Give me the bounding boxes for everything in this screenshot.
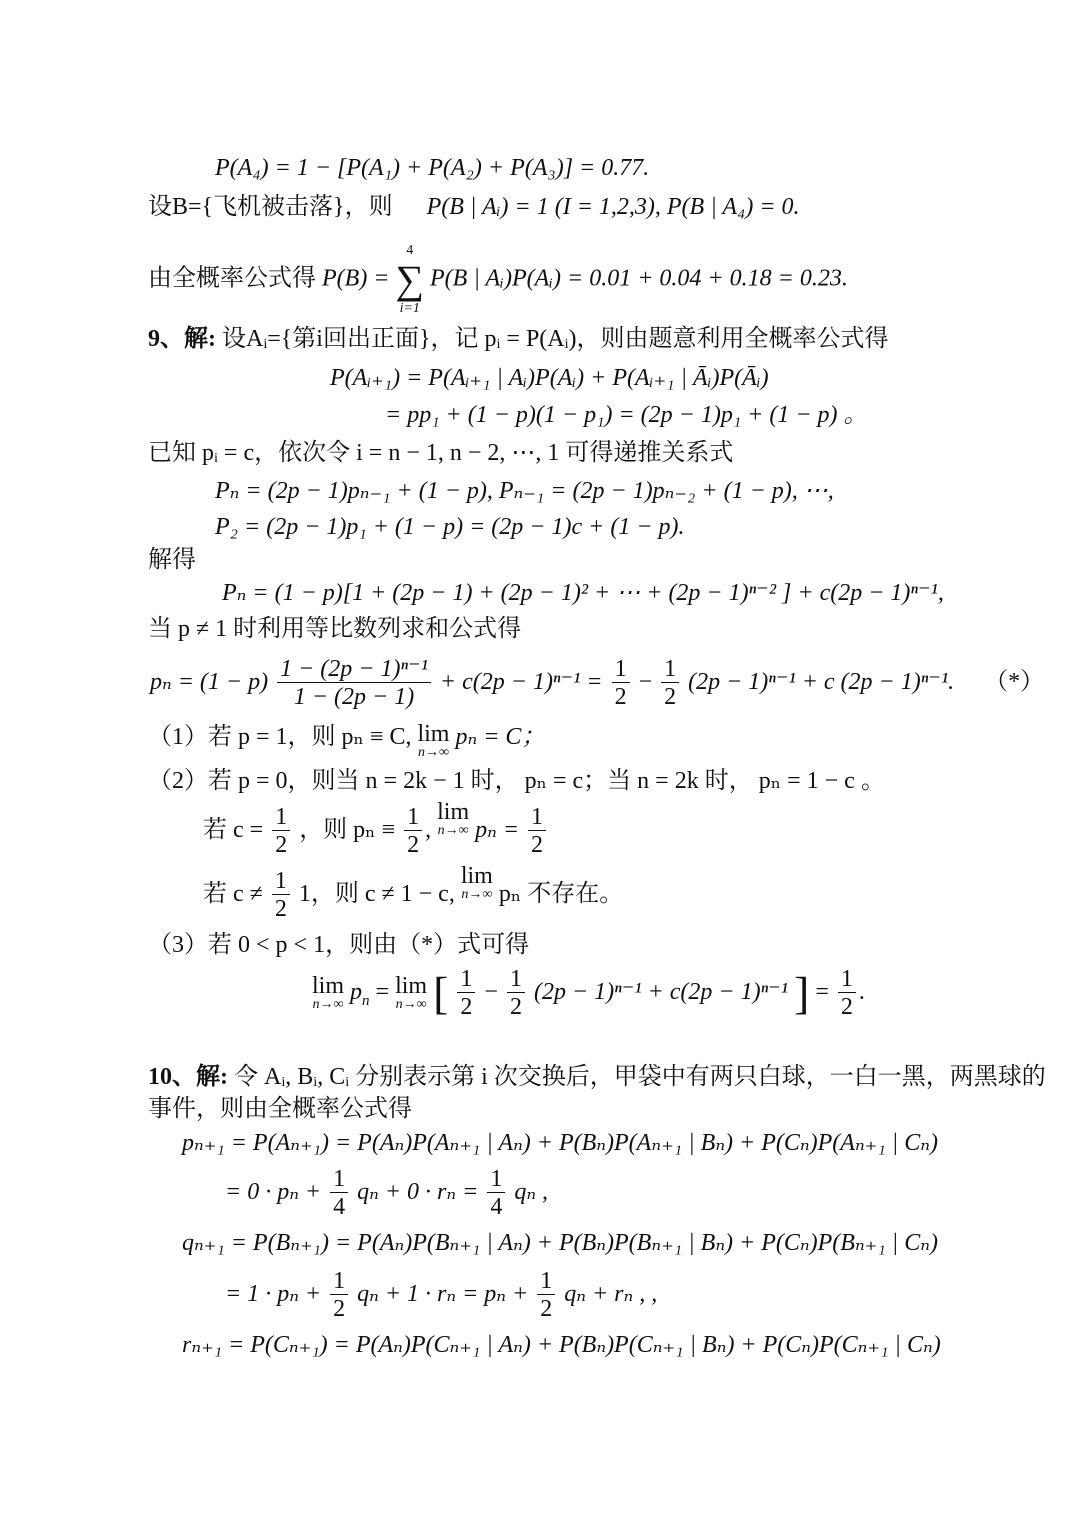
pn1-value-a: = 0 · pₙ + xyxy=(225,1179,322,1205)
case-2-other-a: 若 c ≠ xyxy=(203,881,263,907)
line-event-b xyxy=(148,192,800,222)
lim-word: lim xyxy=(460,863,493,889)
limit-5 xyxy=(395,974,427,1012)
eq-p-a4: P(A₄) = 1 − [P(A₁) + P(A₂) + P(A₃)] = 0.77. xyxy=(215,155,650,181)
eq-pn1: pₙ₊₁ = P(Aₙ₊₁) = P(Aₙ)P(Aₙ₊₁ | Aₙ) + P(Bₙ)P(Aₙ₊₁ | Bₙ) + P(Cₙ)P(Aₙ₊₁ | Cₙ) xyxy=(182,1130,938,1156)
fraction-quarter-b xyxy=(487,1166,505,1221)
quarter-den: 4 xyxy=(490,1193,503,1220)
half-den: 2 xyxy=(275,831,288,858)
problem-9-label: 9、解: xyxy=(148,326,216,352)
fraction-half-c xyxy=(272,804,290,859)
qn1-value-a: = 1 · pₙ + xyxy=(225,1281,322,1307)
case-2-other xyxy=(203,864,623,924)
case-1 xyxy=(148,722,545,760)
fraction-half-a xyxy=(612,656,630,711)
line-solve: 解得 xyxy=(148,547,196,573)
fraction-half-g xyxy=(457,966,475,1021)
limit-2 xyxy=(437,800,469,838)
case-2-other-b: 1，则 c ≠ 1 − c, xyxy=(298,881,455,907)
fraction-half-b xyxy=(661,656,679,711)
qn1-value-c: qₙ + rₙ , , xyxy=(564,1281,658,1307)
half-num: 1 xyxy=(537,1268,555,1295)
case-1-b: pₙ = C； xyxy=(455,724,546,750)
case-2-half-b: ，则 pₙ ≡ xyxy=(299,817,396,843)
fraction-half-i xyxy=(838,966,856,1021)
eq-limit-final: lim n→∞ $p_n = \lim$ n→∞ [ $\frac{1}{2}$ − $\frac{1}{2}$ (2p − 1)ⁿ⁻¹ + c(2p − 1)ⁿ⁻¹ ] = $\frac{1}{2}$ . xyxy=(312,965,865,1020)
fraction-half-k xyxy=(537,1268,555,1323)
quarter-num: 1 xyxy=(330,1166,348,1193)
lim-sub: n→∞ xyxy=(395,997,427,1013)
fraction-half-d xyxy=(404,804,422,859)
lim-sub: n→∞ xyxy=(461,887,493,902)
case-1-a: （1）若 p = 1，则 pₙ ≡ C, xyxy=(148,724,412,750)
half-den: 2 xyxy=(540,1295,553,1322)
problem-10-label: 10、解: xyxy=(148,1064,228,1090)
sum-bottom: i=1 xyxy=(399,301,420,316)
eq-p2: P₂ = (2p − 1)p₁ + (1 − p) = (2p − 1)c + (1 − p). xyxy=(215,514,685,540)
eq-pn-sum: Pₙ = (1 − p)[1 + (2p − 1) + (2p − 1)² + ⋯ + (2p − 1)ⁿ⁻² ] + c(2p − 1)ⁿ⁻¹, xyxy=(222,580,944,606)
star-marker: （*） xyxy=(984,669,1045,695)
eq-qn1-value xyxy=(225,1264,657,1324)
pn-closed-c: (2p − 1)ⁿ⁻¹ + c (2p − 1)ⁿ⁻¹. xyxy=(688,669,955,695)
limit-final-c: (2p − 1)ⁿ⁻¹ + c(2p − 1)ⁿ⁻¹ xyxy=(533,979,789,1005)
eq-pn1-value xyxy=(225,1162,548,1222)
line-total-prob xyxy=(148,242,848,318)
eq-recursion-2: = pp₁ + (1 − p)(1 − p₁) = (2p − 1)p₁ + (1 − p) 。 xyxy=(385,402,868,428)
eq-pn-closed: pₙ = (1 − p) $\frac{\text{1 − (2p − 1)ⁿ⁻¹}}{1 - (2p - 1)}$ + c(2p − 1)ⁿ⁻¹ = $\frac{1}{2}$ − $\frac{1}{2}$ (2p − 1)ⁿ⁻¹ + c (2p − 1)ⁿ⁻¹. （*） xyxy=(150,655,1045,710)
case-2: （2）若 p = 0，则当 n = 2k − 1 时， pₙ = c；当 n = 2k 时， pₙ = 1 − c 。 xyxy=(148,768,885,794)
half-num: 1 xyxy=(528,804,546,831)
half-den: 2 xyxy=(407,831,420,858)
fraction-half-f xyxy=(272,868,290,923)
half-num: 1 xyxy=(272,868,290,895)
total-prob-rhs: P(B | Aᵢ)P(Aᵢ) = 0.01 + 0.04 + 0.18 = 0.23. xyxy=(430,265,848,292)
case-2-half-a: 若 c = xyxy=(203,817,264,843)
fraction-num: 1 − (2p − 1)ⁿ⁻¹ xyxy=(277,656,431,683)
event-b-text: 设B={飞机被击落}，则 xyxy=(148,194,393,220)
half-num: 1 xyxy=(507,966,525,993)
quarter-den: 4 xyxy=(333,1193,346,1220)
problem-10-heading xyxy=(148,1062,1046,1092)
lim-word: lim xyxy=(417,721,450,747)
fraction-half-j xyxy=(330,1268,348,1323)
half-num: 1 xyxy=(330,1268,348,1295)
lim-sub: n→∞ xyxy=(312,997,344,1013)
case-2-half: 若 c = $\frac{1}{2}$ ，则 pₙ ≡ $\frac{1}{2}$ , lim n→∞ pₙ = $\frac{1}{2}$ xyxy=(203,800,549,860)
fraction-quarter-a xyxy=(330,1166,348,1221)
half-num: 1 xyxy=(272,804,290,831)
case-2-half-c: pₙ = xyxy=(475,817,520,843)
problem-9-text: 设Aᵢ={第i回出正面}，记 pᵢ = P(Aᵢ)，则由题意利用全概率公式得 xyxy=(222,326,889,352)
bracket-right-icon: ] xyxy=(794,967,810,1019)
half-den: 2 xyxy=(531,831,544,858)
pn1-value-b: qₙ + 0 · rₙ = xyxy=(357,1179,479,1205)
case-3: （3）若 0 < p < 1，则由（*）式可得 xyxy=(148,932,530,958)
sum-symbol xyxy=(396,242,425,318)
case-2-other-c: pₙ 不存在。 xyxy=(498,881,624,907)
problem-9-heading xyxy=(148,324,889,354)
fraction-half-h xyxy=(507,966,525,1021)
half-num: 1 xyxy=(612,656,630,683)
fraction-geometric xyxy=(277,656,431,711)
problem-10-text: 令 Aᵢ, Bᵢ, Cᵢ 分别表示第 i 次交换后，甲袋中有两只白球，一白一黑，两黑球的 xyxy=(234,1064,1046,1090)
half-den: 2 xyxy=(614,683,627,710)
lim-sub: n→∞ xyxy=(417,745,449,760)
fraction-den: 1 − (2p − 1) xyxy=(293,683,415,710)
half-den: 2 xyxy=(274,895,287,922)
sigma-icon: ∑ xyxy=(395,257,425,302)
pn-closed-b: + c(2p − 1)ⁿ⁻¹ = xyxy=(439,669,603,695)
line-geometric: 当 p ≠ 1 时利用等比数列求和公式得 xyxy=(148,616,522,642)
half-num: 1 xyxy=(838,966,856,993)
half-den: 2 xyxy=(840,993,853,1020)
lim-sub: n→∞ xyxy=(437,823,469,838)
event-b-math: P(B | Aᵢ) = 1 (I = 1,2,3), P(B | A₄) = 0. xyxy=(426,194,800,220)
total-prob-lhs: P(B) = xyxy=(322,265,390,292)
half-den: 2 xyxy=(509,993,522,1020)
fraction-half-e xyxy=(528,804,546,859)
eq-qn1: qₙ₊₁ = P(Bₙ₊₁) = P(Aₙ)P(Bₙ₊₁ | Aₙ) + P(Bₙ)P(Bₙ₊₁ | Bₙ) + P(Cₙ)P(Bₙ₊₁ | Cₙ) xyxy=(182,1230,938,1256)
half-den: 2 xyxy=(460,993,473,1020)
half-num: 1 xyxy=(457,966,475,993)
quarter-num: 1 xyxy=(487,1166,505,1193)
half-num: 1 xyxy=(404,804,422,831)
lim-word: lim xyxy=(437,799,470,825)
line-known-pi: 已知 pᵢ = c，依次令 i = n − 1, n − 2, ⋯, 1 可得递推关系式 xyxy=(148,440,734,466)
limit-3 xyxy=(461,864,493,902)
eq-pn-pn1: Pₙ = (2p − 1)pₙ₋₁ + (1 − p), Pₙ₋₁ = (2p − 1)pₙ₋₂ + (1 − p), ⋯, xyxy=(215,478,834,504)
lim-word: lim xyxy=(395,973,428,1000)
eq-rn1: rₙ₊₁ = P(Cₙ₊₁) = P(Aₙ)P(Cₙ₊₁ | Aₙ) + P(Bₙ)P(Cₙ₊₁ | Bₙ) + P(Cₙ)P(Cₙ₊₁ | Cₙ) xyxy=(182,1332,941,1358)
half-num: 1 xyxy=(661,656,679,683)
pn-closed-a: pₙ = (1 − p) xyxy=(150,669,269,695)
lim-word: lim xyxy=(312,973,345,1000)
bracket-left-icon: [ xyxy=(433,967,449,1019)
total-prob-text: 由全概率公式得 xyxy=(148,265,316,292)
limit-4 xyxy=(312,974,344,1012)
line-event: 事件，则由全概率公式得 xyxy=(148,1096,412,1122)
limit-1 xyxy=(417,722,449,760)
half-den: 2 xyxy=(333,1295,346,1322)
sum-top: 4 xyxy=(406,243,414,258)
qn1-value-b: qₙ + 1 · rₙ = pₙ + xyxy=(357,1281,529,1307)
pn1-value-c: qₙ , xyxy=(514,1179,549,1205)
half-den: 2 xyxy=(664,683,677,710)
eq-recursion-1: P(Aᵢ₊₁) = P(Aᵢ₊₁ | Aᵢ)P(Aᵢ) + P(Aᵢ₊₁ | Āᵢ)P(Āᵢ) xyxy=(330,365,769,391)
